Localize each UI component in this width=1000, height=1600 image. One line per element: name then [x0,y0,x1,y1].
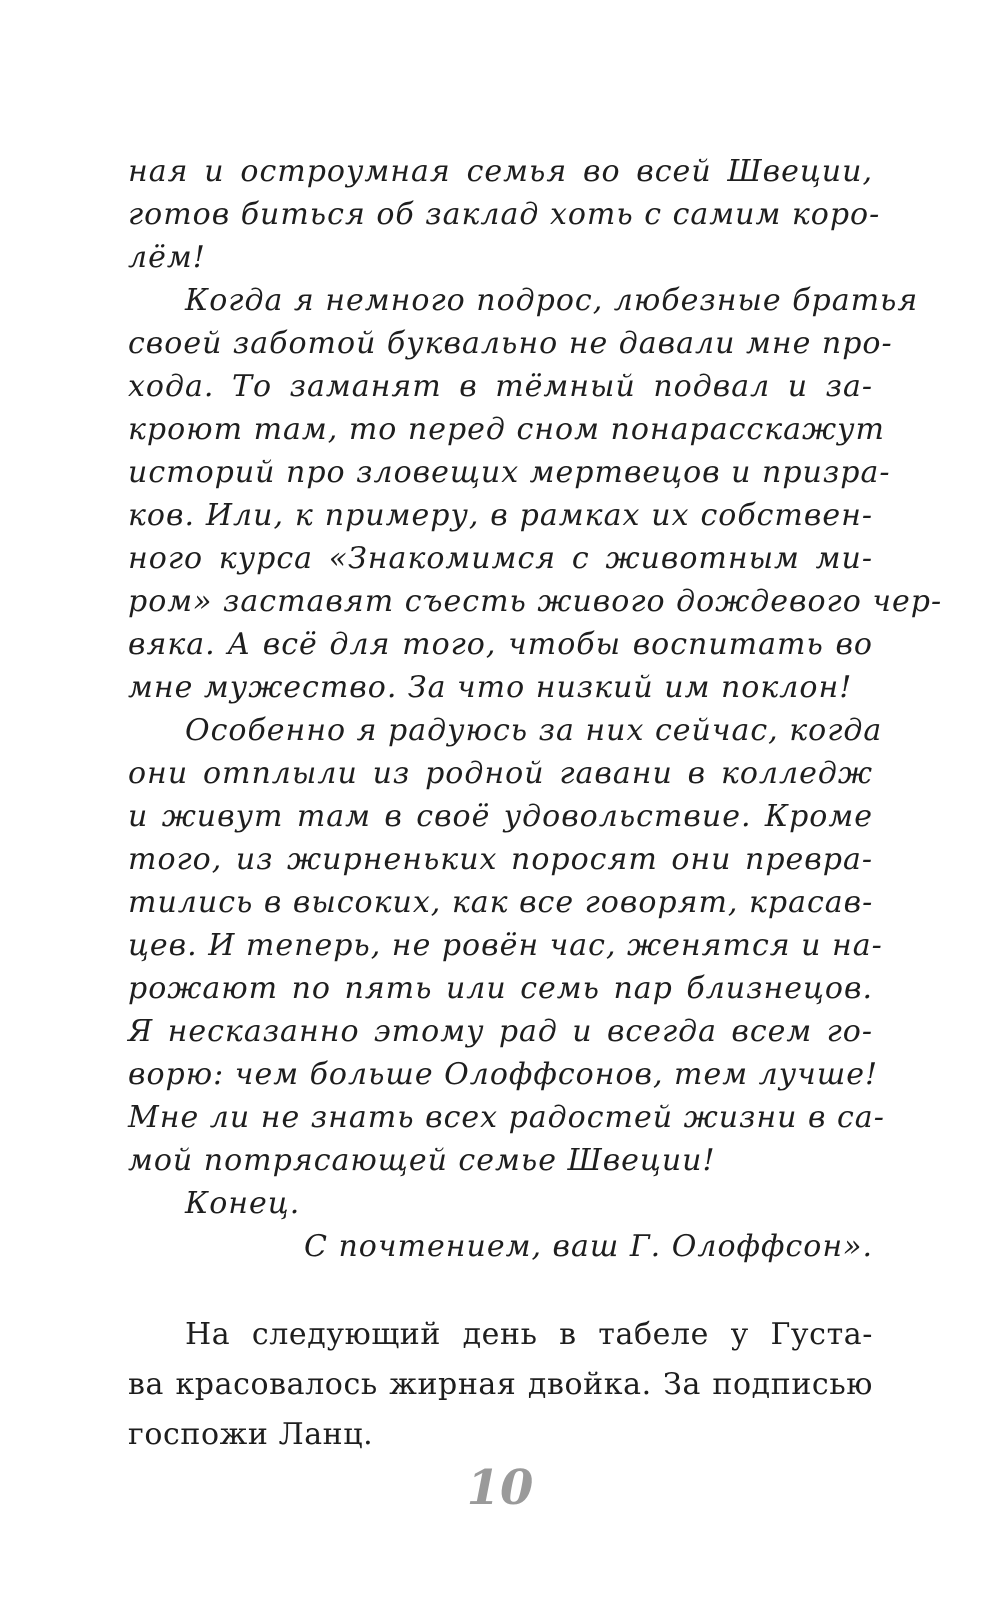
letter-line: историй про зловещих мертвецов и призра- [128,455,891,490]
letter-line: того, из жирненьких поросят они превра- [128,842,873,877]
letter-line: и живут там в своё удовольствие. Кроме [128,799,873,834]
letter-line: ная и остроумная семья во всей Швеции, [128,154,873,189]
page-number: 10 [466,1460,534,1516]
narrative-text [128,1310,873,1460]
letter-signature: С почтением, ваш Г. Олоффсон». [304,1229,873,1264]
letter-line: готов биться об заклад хоть с самим коро- [128,197,881,232]
letter-line: ворю: чем больше Олоффсонов, тем лучше! [128,1057,879,1092]
letter-line: своей заботой буквально не давали мне про- [128,326,893,361]
letter-line: мне мужество. За что низкий им поклон! [128,670,853,705]
letter-line: Я несказанно этому рад и всегда всем го- [128,1014,873,1049]
narrative-line: ва красовалось жирная двойка. За подписью [128,1367,873,1402]
letter-text [128,150,943,1268]
letter-line: лём! [128,240,206,275]
letter-line: Мне ли не знать всех радостей жизни в са- [128,1100,885,1135]
letter-line: ром» заставят съесть живого дождевого чер- [128,584,943,619]
letter-line: ного курса «Знакомимся с животным ми- [128,541,873,576]
letter-line: вяка. А всё для того, чтобы воспитать во [128,627,873,662]
letter-line: они отплыли из родной гавани в колледж [128,756,873,791]
letter-line: кроют там, то перед сном понарасскажут [128,412,885,447]
letter-line: ков. Или, к примеру, в рамках их собствен- [128,498,873,533]
letter-line: Когда я немного подрос, любезные братья [185,283,919,318]
letter-line: Особенно я радуюсь за них сейчас, когда [185,713,883,748]
letter-line: тились в высоких, как все говорят, красав- [128,885,874,920]
letter-line: хода. То заманят в тёмный подвал и за- [128,369,873,404]
letter-closing: Конец. [185,1186,301,1221]
page-body [128,150,943,1460]
narrative-line: На следующий день в табеле у Густа- [185,1317,873,1352]
letter-line: рожают по пять или семь пар близнецов. [128,971,873,1006]
letter-line: мой потрясающей семье Швеции! [128,1143,716,1178]
narrative-line: госпожи Ланц. [128,1417,374,1452]
letter-line: цев. И теперь, не ровён час, женятся и на- [128,928,883,963]
